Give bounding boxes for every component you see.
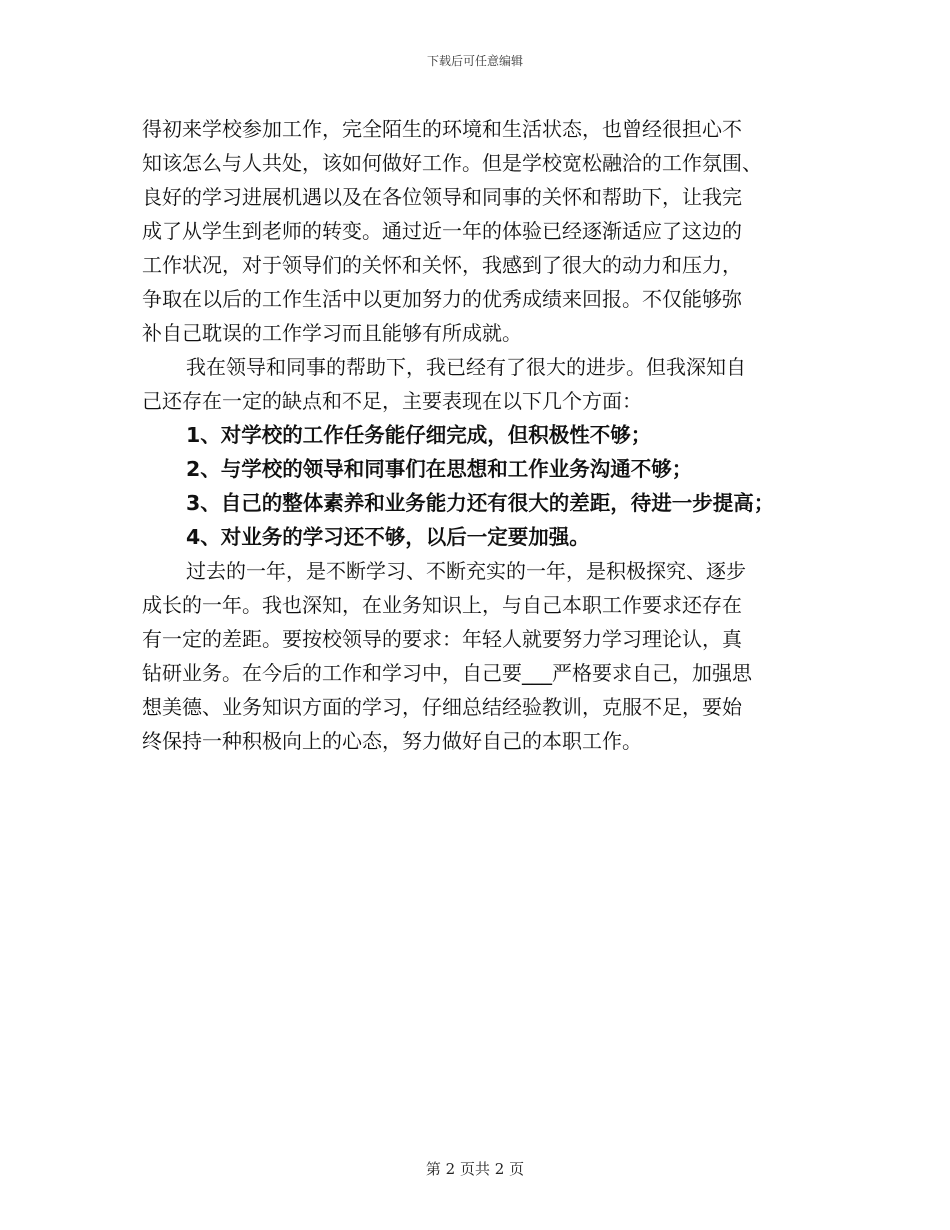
text-line: 钻研业务。在今后的工作和学习中，自己要___严格要求自己，加强思 — [142, 661, 752, 685]
text-line: 工作状况，对于领导们的关怀和关怀，我感到了很大的动力和压力， — [142, 253, 742, 277]
text-line: 成长的一年。我也深知，在业务知识上，与自己本职工作要求还存在 — [142, 593, 742, 617]
text-line: 我在领导和同事的帮助下，我已经有了很大的进步。但我深知自 — [186, 355, 746, 379]
page-footer: 第 2 页共 2 页 — [425, 1160, 525, 1178]
text-line: 得初来学校参加工作，完全陌生的环境和生活状态，也曾经很担心不 — [142, 117, 742, 141]
list-item: 2、与学校的领导和同事们在思想和工作业务沟通不够； — [186, 457, 693, 481]
document-body — [142, 112, 802, 758]
text-line: 知该怎么与人共处，该如何做好工作。但是学校宽松融洽的工作氛围、 — [142, 151, 762, 175]
list-item: 4、对业务的学习还不够，以后一定要加强。 — [186, 525, 590, 549]
list-item: 1、对学校的工作任务能仔细完成，但积极性不够； — [186, 423, 652, 447]
text-line: 争取在以后的工作生活中以更加努力的优秀成绩来回报。不仅能够弥 — [142, 287, 742, 311]
list-item: 3、自己的整体素养和业务能力还有很大的差距，待进一步提高； — [186, 491, 775, 515]
text-line: 补自己耽误的工作学习而且能够有所成就。 — [142, 321, 522, 345]
paragraph-2 — [142, 350, 802, 418]
page-header: 下载后可任意编辑 — [426, 54, 523, 68]
shortcomings-list — [142, 418, 802, 554]
text-line: 良好的学习进展机遇以及在各位领导和同事的关怀和帮助下，让我完 — [142, 185, 742, 209]
text-line: 过去的一年，是不断学习、不断充实的一年，是积极探究、逐步 — [186, 559, 746, 583]
text-line: 成了从学生到老师的转变。通过近一年的体验已经逐渐适应了这边的 — [142, 219, 742, 243]
text-line: 己还存在一定的缺点和不足，主要表现在以下几个方面： — [142, 389, 642, 413]
paragraph-1 — [142, 112, 802, 350]
text-line: 有一定的差距。要按校领导的要求：年轻人就要努力学习理论认，真 — [142, 627, 742, 651]
text-line: 终保持一种积极向上的心态，努力做好自己的本职工作。 — [142, 729, 642, 753]
text-line: 想美德、业务知识方面的学习，仔细总结经验教训，克服不足，要始 — [142, 695, 742, 719]
paragraph-3 — [142, 554, 802, 758]
